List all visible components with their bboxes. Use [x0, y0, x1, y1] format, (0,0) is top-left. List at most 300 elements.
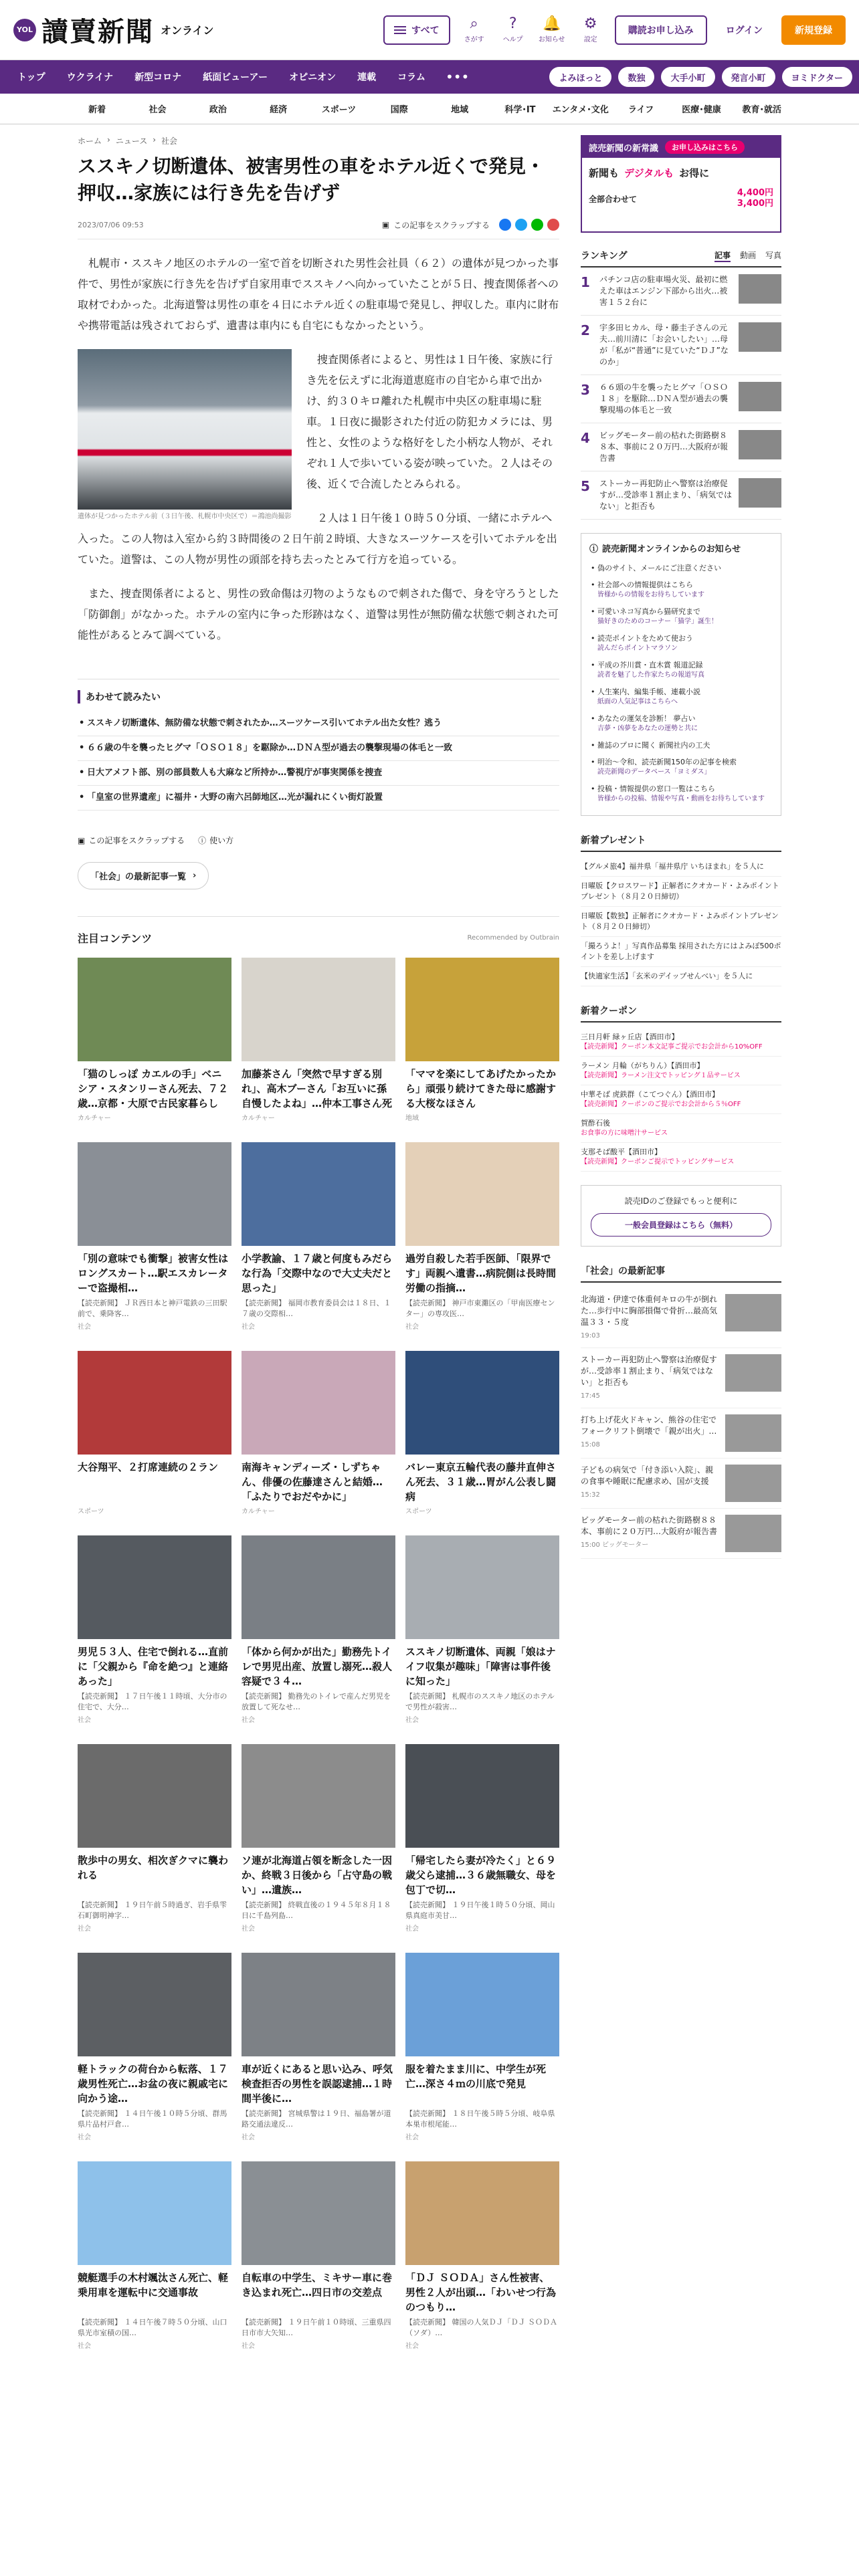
help-button[interactable]	[498, 17, 528, 43]
card-title[interactable]: 競艇選手の木村颯汰さん死亡、軽乗用車を運転中に交通事故	[78, 2272, 229, 2298]
article-paragraph: 捜査関係者によると、男性は１日午後、家族に行き先を伝えずに北海道恵庭市の自宅から車で出かけ、約３０キロ離れた札幌市中央区の駐車場に駐車。１日夜に撮影された付近の防犯カメラには、男性と、女性のような格好をした小柄な人物が、それぞれ１人で歩いている姿が映っていた。２人はその後、近くで合流したとみられる。	[306, 353, 553, 490]
content-card[interactable]	[405, 1351, 559, 1515]
content-card[interactable]	[242, 958, 395, 1122]
card-title[interactable]: 過労自殺した若手医師、「限界です」両親へ遺書…病院側は長時間労働の指摘…	[405, 1253, 557, 1294]
notice-text: 偽のサイト、メールにご注意ください	[597, 564, 722, 572]
notice-item[interactable]	[589, 683, 773, 710]
card-thumbnail[interactable]	[78, 1142, 231, 1246]
card-title[interactable]: 大谷翔平、２打席連続の２ラン	[78, 1461, 219, 1473]
card-thumbnail[interactable]	[405, 1744, 559, 1848]
related-item[interactable]: • 「皇室の世界遺産」に福井・大野の南六呂師地区…光が漏れにくい街灯設置	[78, 786, 559, 811]
article-photo[interactable]	[78, 349, 292, 510]
coupon-shop: 中華そば 虎鉄群（こてつぐん）【酒田市】	[581, 1090, 719, 1099]
content-card[interactable]	[78, 958, 231, 1122]
scrap-bottom-link[interactable]	[78, 835, 185, 846]
nav-item-opinion[interactable]: オピニオン	[289, 72, 337, 83]
notice-box	[581, 533, 781, 816]
subscribe-button[interactable]: 購読お申し込み	[615, 15, 707, 45]
card-title[interactable]: 「体から何かが出た」勤務先トイレで男児出産、放置し溺死…殺人容疑で３４…	[242, 1646, 393, 1687]
notice-item[interactable]	[589, 657, 773, 683]
notice-item[interactable]	[589, 780, 773, 807]
notice-item[interactable]	[589, 603, 773, 630]
notice-sub: 読んだらポイントマラソン	[597, 645, 678, 652]
society-latest-time: 17:45	[581, 1392, 600, 1400]
notice-item[interactable]	[589, 560, 773, 576]
card-title[interactable]: 「別の意味でも衝撃」被害女性はロングスカート…駅エスカレーターで盗撮相…	[78, 1253, 229, 1294]
howto-link[interactable]	[198, 835, 233, 846]
card-title[interactable]: 「ＤＪ ＳＯＤＡ」さん性被害、男性２人が出頭…「わいせつ行為のつもり…	[405, 2272, 557, 2313]
content-card[interactable]	[405, 1142, 559, 1331]
ranking-thumbnail	[739, 478, 781, 508]
related-item[interactable]: • ススキノ切断遺体、無防備な状態で刺されたか…スーツケース引いてホテル出た女性？逃う	[78, 712, 559, 736]
notice-sub: 紙面の人気記事はこちらへ	[597, 698, 678, 706]
pill-sudoku[interactable]: 数独	[618, 67, 654, 87]
society-latest-item[interactable]	[581, 1509, 781, 1559]
article-tools	[78, 835, 559, 846]
scrap-icon: ▣	[78, 835, 86, 845]
notice-sub: 皆様からの投稿、情報や写真・動画をお待ちしています	[597, 795, 765, 802]
member-box	[581, 1185, 781, 1247]
ranking-number: 4	[581, 430, 590, 446]
society-latest-title: 「社会」の最新記事	[581, 1264, 781, 1283]
card-thumbnail[interactable]	[405, 2161, 559, 2265]
login-button[interactable]: ログイン	[725, 25, 763, 36]
card-title[interactable]: ススキノ切断遺体、両親「娘はナイフ収集が趣味」「障害は事件後に知った」	[405, 1646, 556, 1687]
pill-otekomachi[interactable]: 大手小町	[661, 67, 714, 87]
ranking-text: 宇多田ヒカル、母・藤圭子さんの元夫…前川清に「お会いしたい」…母が「私が“普通”に見ていた“ＤＪ”なのか」	[599, 323, 729, 366]
card-thumbnail[interactable]	[405, 958, 559, 1061]
all-menu-button[interactable]	[383, 15, 450, 45]
card-thumbnail[interactable]	[405, 1535, 559, 1639]
content-card[interactable]	[405, 1953, 559, 2141]
cat-medical[interactable]: 医療･健康	[682, 105, 721, 115]
notice-button[interactable]	[537, 17, 567, 43]
cat-politics[interactable]: 政治	[209, 105, 227, 115]
question-icon: ⓘ	[198, 836, 207, 845]
ranking-number: 3	[581, 382, 590, 398]
coupons-title: 新着クーポン	[581, 1004, 781, 1023]
ranking-text: ビッグモーター前の枯れた街路樹８８本、事前に２０万円…大阪府が報告書	[599, 431, 729, 463]
notice-sub: 皆様からの情報をお待ちしています	[597, 591, 704, 599]
coupon-item[interactable]	[581, 1143, 781, 1172]
society-latest-thumbnail	[725, 1515, 781, 1552]
coupon-item[interactable]	[581, 1057, 781, 1085]
card-thumbnail[interactable]	[242, 1535, 395, 1639]
coupon-offer: お食事の方に味噌汁サービス	[581, 1130, 668, 1137]
article-figure	[78, 349, 292, 522]
card-thumbnail[interactable]	[405, 1351, 559, 1455]
category-nav	[0, 94, 859, 124]
coupon-offer: 【読売新聞】クーポンご提示でトッピングサービス	[581, 1158, 735, 1166]
society-latest-text	[581, 1414, 719, 1452]
coupon-item[interactable]	[581, 1085, 781, 1114]
card-desc: 【読売新聞】 １４日午後１０時５分頃、群馬県片品村戸倉…	[78, 2109, 227, 2129]
card-category: 社会	[405, 2134, 419, 2141]
society-latest-thumbnail	[725, 1294, 781, 1331]
search-icon: ⌕	[470, 15, 478, 32]
card-category: 社会	[78, 1925, 91, 1933]
present-item[interactable]: 【グルメ旅4】福井県「福井県庁 いちほまれ」を５人に	[581, 857, 781, 877]
notice-title: 読売新聞オンラインからのお知らせ	[602, 544, 741, 554]
article-paragraph: ２人は１日午後１０時５０分頃、一緒にホテルへ入った。この人物は入室から約３時間後の２日午前２時頃、大きなスーツケースを引いてホテルを出ていた。道警は、この人物が男性の頭部を持ち去ったとみて行方を追っている。	[78, 512, 557, 566]
help-label: ヘルプ	[502, 35, 523, 43]
card-category: カルチャー	[78, 1115, 111, 1122]
card-title[interactable]: 散歩中の男女、相次ぎクマに襲われる	[78, 1854, 229, 1881]
notice-item[interactable]	[589, 754, 773, 780]
card-category: 社会	[78, 1323, 91, 1331]
coupon-item[interactable]	[581, 1114, 781, 1143]
pill-yomidr[interactable]: ヨミドクター	[782, 67, 852, 87]
breadcrumb-home[interactable]: ホーム	[78, 136, 102, 146]
article-date: 2023/07/06 09:53	[78, 220, 144, 229]
content-card[interactable]	[78, 1744, 231, 1933]
society-latest-item[interactable]	[581, 1459, 781, 1509]
card-thumbnail[interactable]	[405, 1953, 559, 2056]
card-category: スポーツ	[78, 1508, 104, 1515]
nav-item-top[interactable]: トップ	[17, 72, 45, 83]
card-thumbnail[interactable]	[78, 1744, 231, 1848]
card-category: 社会	[78, 2134, 91, 2141]
card-title[interactable]: 車が近くにあると思い込み、呼気検査拒否の男性を誤認逮捕…１時間半後に…	[242, 2063, 393, 2105]
card-category: スポーツ	[405, 1508, 432, 1515]
ranking-item[interactable]	[581, 316, 781, 375]
content-card[interactable]	[405, 1535, 559, 1724]
notice-label: お知らせ	[538, 35, 565, 43]
ranking-text: ストーカー再犯防止へ警察は治療促すが…受診率１割止まり、「病気ではない」と拒否も	[599, 479, 733, 511]
notice-item[interactable]	[589, 710, 773, 737]
card-category: 社会	[242, 2134, 255, 2141]
content-card[interactable]	[78, 1351, 231, 1515]
society-latest-thumbnail	[725, 1465, 781, 1502]
breadcrumb-sep: ›	[153, 135, 157, 144]
notice-text: 明治〜令和、読売新聞150年の記事を検索	[597, 758, 737, 766]
card-category: 社会	[405, 2343, 419, 2350]
help-icon: ?	[508, 15, 517, 32]
hamburger-icon	[394, 26, 406, 34]
society-latest-title-text: 打ち上げ花火ドキャン、熊谷の住宅でフォークリフト倒壊で「親が出火」…	[581, 1415, 717, 1436]
card-desc: 【読売新聞】 終戦直後の１９４５年８月１８日に千島列島…	[242, 1901, 391, 1920]
ad-text-c: お得に	[679, 167, 710, 179]
cat-life[interactable]: ライフ	[628, 105, 654, 115]
article-title: ススキノ切断遺体、被害男性の車をホテル近くで発見・押収…家族には行き先を告げず	[78, 155, 545, 204]
site-header	[0, 0, 859, 60]
nav-item-series[interactable]: 連載	[357, 72, 377, 83]
mail-icon[interactable]	[547, 219, 559, 231]
logo-sub: オンライン	[161, 24, 214, 37]
article-meta	[78, 219, 559, 239]
ranking-item[interactable]	[581, 471, 781, 520]
card-category: 社会	[78, 1717, 91, 1724]
scrap-link[interactable]	[382, 219, 490, 231]
content-card[interactable]	[242, 1351, 395, 1515]
cat-society[interactable]: 社会	[149, 105, 167, 115]
ranking-number: 1	[581, 274, 590, 290]
info-icon: ⓘ	[589, 544, 599, 554]
content-card[interactable]	[78, 1953, 231, 2141]
photo-caption: 遺体が見つかったホテル前（３日午後、札幌市中央区で）＝鴻池尚撮影	[78, 513, 292, 520]
society-latest-item[interactable]	[581, 1408, 781, 1459]
card-category: 社会	[78, 2343, 91, 2350]
society-latest-time: 15:00 ビッグモーター	[581, 1541, 649, 1549]
site-logo[interactable]	[13, 11, 214, 49]
card-category: カルチャー	[242, 1115, 275, 1122]
coupon-offer: 【読売新聞】クーポンのご提示でお会計から５％OFF	[581, 1101, 741, 1108]
card-category: カルチャー	[242, 1508, 275, 1515]
member-register-button[interactable]: 一般会員登録はこちら（無料）	[591, 1213, 771, 1237]
present-item[interactable]: 日曜版【数独】正解者にクオカード・よみポイントプレゼント（８月２０日締切）	[581, 907, 781, 937]
breadcrumb	[78, 124, 559, 153]
attention-section	[78, 916, 559, 2350]
society-latest-item[interactable]	[581, 1348, 781, 1408]
card-category: 社会	[242, 1323, 255, 1331]
card-desc: 【読売新聞】 １９日午前５時過ぎ、岩手県雫石町御明神字…	[78, 1901, 227, 1920]
notice-item[interactable]	[589, 576, 773, 603]
search-button[interactable]	[460, 17, 489, 43]
sidebar	[581, 124, 781, 2350]
scrap-label: この記事をスクラップする	[393, 220, 490, 230]
card-desc: 【読売新聞】 宮城県警は１９日、福島署が道路交通法違反…	[242, 2109, 391, 2129]
card-thumbnail[interactable]	[78, 2161, 231, 2265]
ad-text-b: デジタルも	[624, 167, 674, 179]
coupon-offer: 【読売新聞】クーポン本文記事ご提示でお会計から10%OFF	[581, 1043, 763, 1051]
settings-button[interactable]	[576, 17, 605, 43]
society-latest-text	[581, 1465, 719, 1502]
settings-label: 設定	[583, 35, 597, 43]
card-title[interactable]: ソ連が北海道占領を断念した一因か、終戦３日後から「占守島の戦い」…遺族…	[242, 1854, 393, 1896]
ranking-item[interactable]	[581, 423, 781, 471]
ranking-thumbnail	[739, 430, 781, 459]
notice-text: あなたの運気を診断！ 夢占い	[597, 714, 696, 723]
outbrain-credit[interactable]: Recommended by Outbrain	[467, 934, 559, 942]
content-card[interactable]	[405, 2161, 559, 2350]
ad-badge: お申し込みはこちら	[665, 140, 745, 154]
breadcrumb-sep: ›	[107, 135, 110, 144]
card-desc: 【読売新聞】 １７日午後１１時頃、大分市の住宅で、大分…	[78, 1692, 227, 1711]
ad-price-1: 4,400円	[737, 188, 773, 198]
society-latest-title-text: 北海道・伊達で体重何キロの牛が倒れた…歩行中に胸部損傷で骨折…最高気温３３・５度	[581, 1295, 718, 1327]
card-title[interactable]: 加藤茶さん「突然で早すぎる別れ」、高木ブーさん「お互いに孫自慢したよね」…仲本工事さん死	[242, 1068, 393, 1109]
ranking-title: ランキング	[581, 251, 628, 261]
card-thumbnail[interactable]	[242, 2161, 395, 2265]
card-desc: 【読売新聞】 神戸市東灘区の「甲南医療センター」の専攻医…	[405, 1299, 555, 1318]
society-latest-time: 15:08	[581, 1441, 600, 1448]
ad-text-a: 新聞も	[589, 167, 619, 179]
card-thumbnail[interactable]	[78, 1535, 231, 1639]
presents-section	[581, 833, 781, 986]
society-latest-text	[581, 1354, 719, 1402]
ranking-thumbnail	[739, 382, 781, 411]
card-desc: 【読売新聞】 １９日午後１時５０分頃、岡山県真庭市美甘…	[405, 1901, 555, 1920]
cat-sports[interactable]: スポーツ	[321, 105, 357, 115]
ranking-number: 5	[581, 478, 590, 494]
ad-plan: 全部合わせて	[589, 194, 638, 204]
facebook-icon[interactable]	[499, 219, 511, 231]
card-desc: 【読売新聞】 ＪＲ西日本と神戸電鉄の三田駅前で、乗降客…	[78, 1299, 227, 1318]
card-thumbnail[interactable]	[242, 1744, 395, 1848]
ranking-number: 2	[581, 322, 590, 338]
card-thumbnail[interactable]	[242, 1142, 395, 1246]
share-buttons	[499, 219, 559, 231]
content-card[interactable]	[242, 1535, 395, 1724]
main-column	[78, 124, 559, 2350]
coupons-section	[581, 1004, 781, 1172]
card-category: 社会	[405, 1925, 419, 1933]
present-item[interactable]: 【快適家生活】「玄米のデイップせんべい」を５人に	[581, 967, 781, 986]
article-paragraph: また、捜査関係者によると、男性の致命傷は刃物のようなもので刺された傷で、身を守ろうとした「防御創」がなかった。ホテルの室内に争った形跡はなく、道警は男性が無防備な状態で刺された可能性があるとみて調べている。	[78, 587, 559, 641]
card-title[interactable]: 軽トラックの荷台から転落、１７歳男性死亡…お盆の夜に親戚宅に向かう途…	[78, 2063, 229, 2105]
search-label: さがす	[464, 35, 484, 43]
coupon-shop: ラーメン 月輪（がちりん）【酒田市】	[581, 1061, 704, 1070]
content-card[interactable]	[78, 1535, 231, 1724]
pill-hatsugenkomachi[interactable]: 発言小町	[722, 67, 775, 87]
nav-item-ukraine[interactable]: ウクライナ	[66, 72, 114, 83]
society-latest	[581, 1264, 781, 1559]
tab-articles[interactable]: 記事	[714, 249, 731, 262]
notice-sub: 読者を魅了した作家たちの報道写真	[597, 671, 704, 679]
latest-list-label: 「社会」の最新記事一覧	[90, 872, 187, 882]
scrap-bottom-label: この記事をスクラップする	[88, 836, 185, 845]
chevron-right-icon: ›	[193, 871, 197, 881]
ranking-item[interactable]	[581, 375, 781, 423]
attention-grid	[78, 958, 559, 2350]
article-body	[78, 253, 559, 659]
card-title[interactable]: 小学教諭、１７歳と何度もみだらな行為「交際中なので大丈夫だと思った」	[242, 1253, 393, 1294]
content-card[interactable]	[405, 958, 559, 1122]
notice-text: 投稿・情報提供の窓口一覧はこちら	[597, 784, 715, 793]
card-category: 地域	[405, 1115, 419, 1122]
notice-text: 雑誌のプロに聞く 新聞社内の工夫	[597, 741, 710, 750]
notice-text: 人生案内、編集手帳、連載小説	[597, 687, 700, 696]
nav-item-viewer[interactable]: 紙面ビューアー	[203, 72, 268, 83]
present-item[interactable]: 日曜版【クロスワード】正解者にクオカード・よみポイントプレゼント（８月２０日締切）	[581, 877, 781, 907]
card-title[interactable]: 南海キャンディーズ・しずちゃん、俳優の佐藤達さんと結婚…「ふたりでおだやかに」	[242, 1461, 383, 1503]
cat-education[interactable]: 教育･就活	[742, 105, 782, 115]
notice-text: 社会部への情報提供はこちら	[597, 580, 693, 589]
content-card[interactable]	[78, 2161, 231, 2350]
card-thumbnail[interactable]	[242, 958, 395, 1061]
content-card[interactable]	[405, 1744, 559, 1933]
main-nav	[0, 60, 859, 94]
ranking-thumbnail	[739, 274, 781, 304]
nav-more-icon[interactable]: •••	[445, 69, 470, 85]
member-text: 読売IDのご登録でもっと便利に	[624, 1196, 738, 1206]
coupon-shop: 支那そば酸平【酒田市】	[581, 1148, 662, 1156]
coupon-shop: 三日月軒 緑ヶ丘店【酒田市】	[581, 1033, 679, 1041]
card-thumbnail[interactable]	[78, 958, 231, 1061]
content-card[interactable]	[242, 1744, 395, 1933]
gear-icon: ⚙	[583, 15, 597, 32]
card-desc: 【読売新聞】 札幌市のススキノ地区のホテルで男性が殺害…	[405, 1692, 555, 1711]
breadcrumb-news[interactable]: ニュース	[115, 136, 148, 146]
society-latest-time: 15:32	[581, 1491, 600, 1499]
ranking-text: ６６頭の牛を襲ったヒグマ「ＯＳＯ１８」を駆除…ＤＮＡ型が過去の襲撃現場の体毛と一致	[599, 383, 729, 415]
pill-yomihotto[interactable]: よみほっと	[549, 67, 611, 87]
society-latest-item[interactable]	[581, 1288, 781, 1348]
bell-icon: 🔔	[542, 15, 561, 32]
society-latest-text	[581, 1515, 719, 1552]
card-desc: 【読売新聞】 韓国の人気ＤＪ「ＤＪ ＳＯＤＡ（ソダ）…	[405, 2318, 557, 2337]
card-title[interactable]: 男児５３人、住宅で倒れる…直前に「父親から『命を絶つ』と連絡あった」	[78, 1646, 229, 1687]
all-menu-label: すべて	[411, 25, 440, 36]
card-category: 社会	[242, 1717, 255, 1724]
logo-text: 讀賣新聞	[41, 16, 154, 47]
card-desc: 【読売新聞】 １４日午後７時５０分頃、山口県光市室積の国…	[78, 2318, 227, 2337]
card-desc: 【読売新聞】 １９日午前１０時頃、三重県四日市市大矢知…	[242, 2318, 391, 2337]
card-title[interactable]: 自転車の中学生、ミキサー車に巻き込まれ死亡…四日市の交差点	[242, 2272, 393, 2298]
content-card[interactable]	[78, 1142, 231, 1331]
card-thumbnail[interactable]	[405, 1142, 559, 1246]
card-thumbnail[interactable]	[78, 1351, 231, 1455]
card-title[interactable]: 「帰宅したら妻が冷たく」と６９歳父ら逮捕…３６歳無職女、母を包丁で切…	[405, 1854, 557, 1896]
card-title[interactable]: バレー東京五輪代表の藤井直伸さん死去、３１歳…胃がん公表し闘病	[405, 1461, 557, 1503]
ranking-text: パチンコ店の駐車場火災、最初に燃えた車はエンジン下部から出火…被害１５２台に	[599, 275, 728, 307]
related-title: あわせて読みたい	[78, 690, 559, 704]
line-icon[interactable]	[531, 219, 543, 231]
notice-sub: 猫好きのためのコーナー「猫学」誕生！	[597, 618, 718, 625]
ad-title: 読売新聞の新常識	[589, 143, 659, 154]
card-thumbnail[interactable]	[242, 1351, 395, 1455]
card-category: 社会	[405, 1717, 419, 1724]
related-item[interactable]: • 日大アメフト部、別の部員数人も大麻など所持か…警視庁が事実関係を捜査	[78, 761, 559, 786]
card-title[interactable]: 「猫のしっぽ カエルの手」ベニシア・スタンリーさん死去、７２歳…京都・大原で古民家暮らし	[78, 1068, 229, 1109]
card-title[interactable]: 服を着たまま川に、中学生が死亡…深さ４ｍの川底で発見	[405, 2063, 547, 2090]
breadcrumb-society[interactable]: 社会	[161, 136, 178, 146]
society-latest-title-text: ストーカー再犯防止へ警察は治療促すが…受診率１割止まり、「病気ではない」と拒否も	[581, 1355, 717, 1387]
notice-text: 平成の芥川賞・直木賞 報道記録	[597, 661, 703, 669]
cat-world[interactable]: 国際	[390, 105, 408, 115]
tab-videos[interactable]: 動画	[739, 250, 756, 260]
coupon-offer: 【読売新聞】ラーメン注文でトッピング１品サービス	[581, 1072, 741, 1079]
nav-item-column[interactable]: コラム	[397, 72, 425, 83]
article-paragraph: 札幌市・ススキノ地区のホテルの一室で首を切断された男性会社員（６２）の遺体が見つかった事件で、男性が家族に行き先を告げず自家用車でススキノへ向かっていたことが５日、捜査関係者への取材でわかった。北海道警は男性の車を４日にホテル近くの駐車場で発見し、押収した。車内に財布や携帯電話は残されておらず、遺書は車内にも自宅にもなかったという。	[78, 257, 559, 332]
cat-science[interactable]: 科学･IT	[504, 105, 536, 115]
related-item[interactable]: • ６６歳の牛を襲ったヒグマ「ＯＳＯ１８」を駆除か…ＤＮＡ型が過去の襲撃現場の体毛と一致	[78, 736, 559, 761]
ranking-list	[581, 267, 781, 520]
coupon-item[interactable]	[581, 1028, 781, 1057]
content-card[interactable]	[242, 1953, 395, 2141]
card-thumbnail[interactable]	[78, 1953, 231, 2056]
howto-label: 使い方	[209, 836, 234, 845]
register-button[interactable]: 新規登録	[781, 15, 846, 45]
subscription-ad[interactable]	[581, 135, 781, 233]
cat-economy[interactable]: 経済	[270, 105, 288, 115]
society-latest-time: 19:03	[581, 1332, 600, 1339]
ad-price-2: 3,400円	[737, 199, 773, 209]
content-card[interactable]	[242, 1142, 395, 1331]
nav-item-corona[interactable]: 新型コロナ	[134, 72, 182, 83]
tab-photos[interactable]: 写真	[765, 250, 781, 260]
cat-new[interactable]: 新着	[88, 105, 106, 115]
card-thumbnail[interactable]	[242, 1953, 395, 2056]
present-item[interactable]: 「撮ろうよ！」写真作品募集 採用された方にはよみぽ500ポイントを差し上げます	[581, 937, 781, 967]
society-latest-thumbnail	[725, 1414, 781, 1452]
presents-title: 新着プレゼント	[581, 833, 781, 852]
notice-item[interactable]	[589, 630, 773, 657]
society-latest-title-text: ビッグモーター前の枯れた街路樹８８本、事前に２０万円…大阪府が報告書	[581, 1515, 718, 1536]
cat-entame[interactable]: エンタメ･文化	[552, 105, 609, 115]
latest-list-link[interactable]	[78, 862, 209, 889]
notice-sub: 吉夢・凶夢をあなたの運勢と共に	[597, 725, 698, 732]
cat-local[interactable]: 地域	[451, 105, 469, 115]
twitter-icon[interactable]	[515, 219, 527, 231]
notice-item[interactable]	[589, 737, 773, 754]
content-card[interactable]	[242, 2161, 395, 2350]
card-desc: 【読売新聞】 勤務先のトイレで産んだ男児を放置して死なせ…	[242, 1692, 391, 1711]
notice-sub: 読売新聞のデータベース「ヨミダス」	[597, 768, 711, 776]
ranking-item[interactable]	[581, 267, 781, 316]
society-latest-text	[581, 1294, 719, 1341]
card-title[interactable]: 「ママを楽にしてあげたかったから」頑張り続けてきた母に感謝する大桜なほさん	[405, 1068, 557, 1109]
